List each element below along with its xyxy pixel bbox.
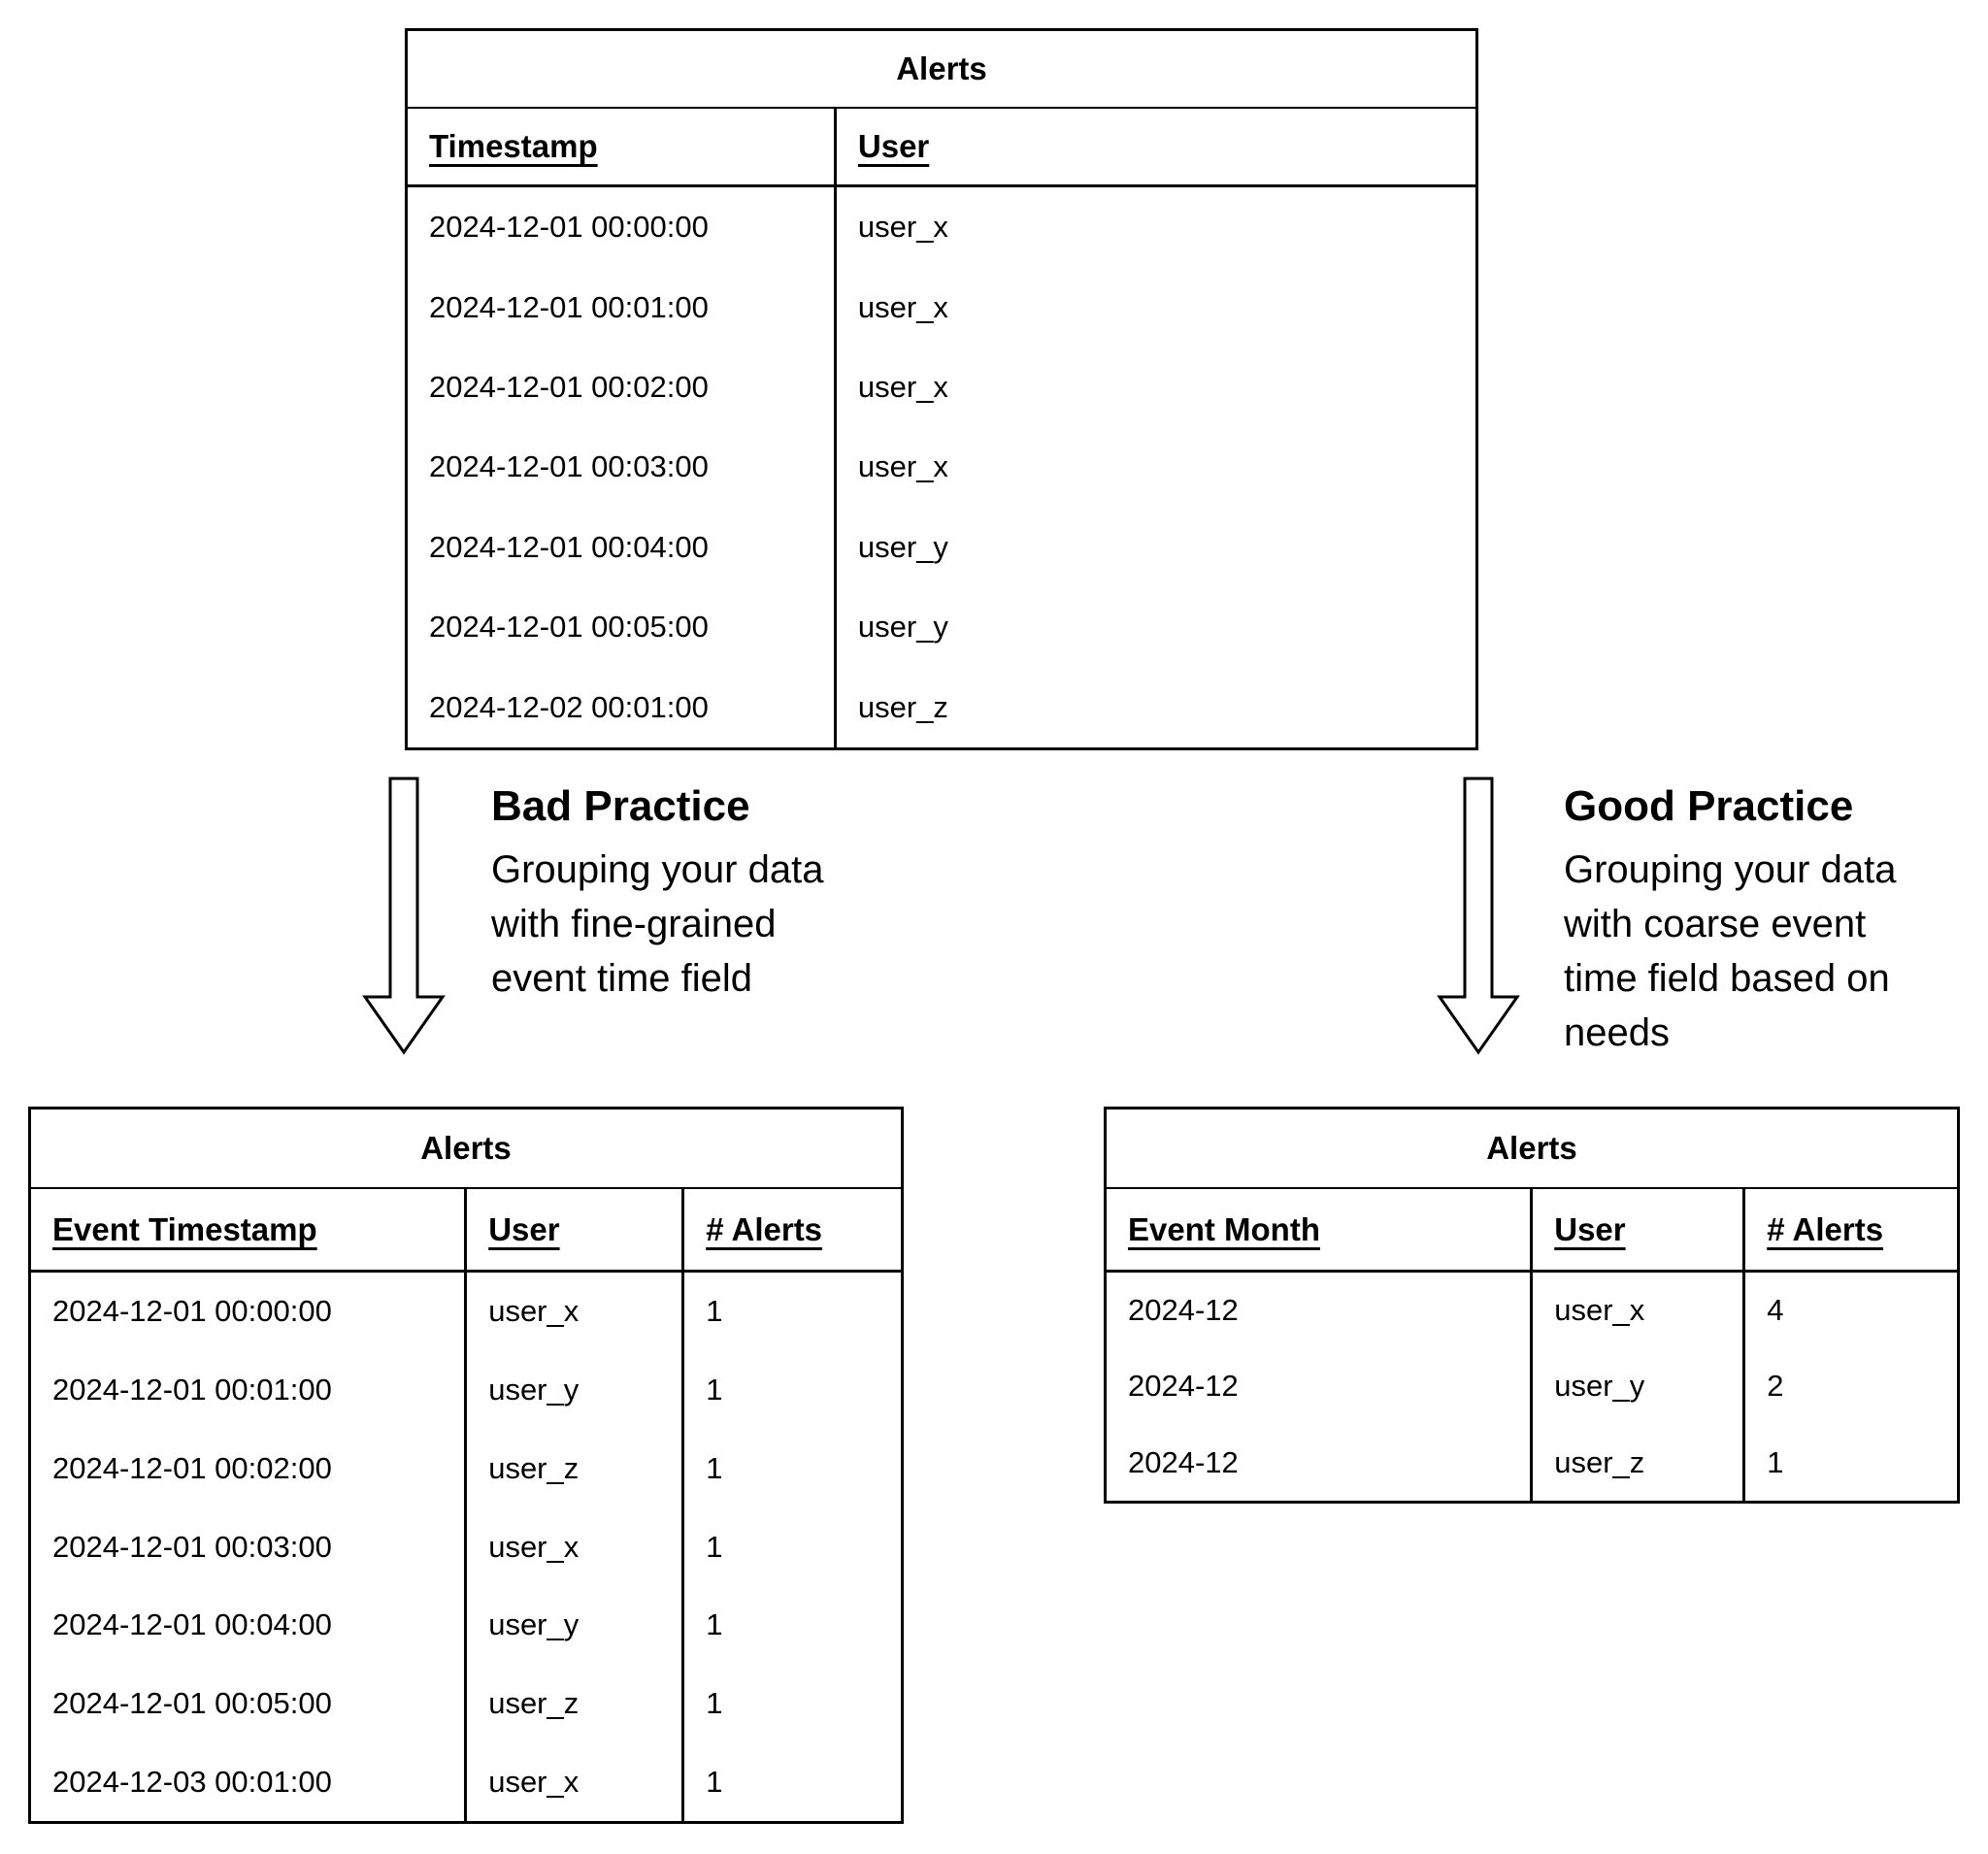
timestamp-cell: 2024-12-01 00:02:00 [429, 370, 709, 405]
good-practice-description-line: needs [1564, 1011, 1670, 1054]
table-row [31, 1351, 901, 1430]
event-month-cell: 2024-12 [1128, 1293, 1239, 1328]
num-alerts-cell: 1 [681, 1507, 901, 1586]
bad-practice-description-line: event time field [491, 957, 753, 1000]
timestamp-cell: 2024-12-01 00:00:00 [429, 210, 709, 245]
table-row [408, 668, 1475, 747]
col-header-event-month: Event Month [1128, 1210, 1320, 1247]
good-practice-heading: Good Practice [1564, 782, 1854, 830]
user-cell: user_x [834, 267, 1475, 347]
table-row [1107, 1348, 1957, 1424]
timestamp-cell: 2024-12-01 00:05:00 [429, 610, 709, 645]
num-alerts-cell: 4 [1742, 1273, 1957, 1348]
col-header-num-alerts: # Alerts [681, 1189, 901, 1270]
good-practice-description-line: with coarse event [1564, 903, 1867, 945]
down-arrow-icon [1430, 775, 1527, 1058]
num-alerts-cell: 1 [681, 1742, 901, 1821]
num-alerts-cell: 1 [681, 1351, 901, 1430]
col-header-num-alerts: # Alerts [1742, 1189, 1957, 1270]
source-header-row [408, 109, 1475, 187]
event-timestamp-cell: 2024-12-01 00:02:00 [52, 1450, 332, 1485]
table-row [408, 427, 1475, 507]
bad-practice-description-line: with fine-grained [491, 903, 777, 945]
user-cell: user_x [1530, 1273, 1742, 1348]
bad-table-title: Alerts [31, 1109, 901, 1189]
table-row [408, 587, 1475, 667]
bad-practice-note [491, 782, 823, 1006]
timestamp-cell: 2024-12-01 00:01:00 [429, 289, 709, 324]
col-header-user: User [464, 1189, 681, 1270]
event-timestamp-cell: 2024-12-01 00:01:00 [52, 1373, 332, 1407]
bad-table-header-row [31, 1189, 901, 1273]
user-cell: user_y [464, 1351, 681, 1430]
num-alerts-cell: 1 [681, 1665, 901, 1743]
user-cell: user_y [834, 508, 1475, 587]
num-alerts-cell: 1 [681, 1429, 901, 1507]
good-practice-alerts-table [1104, 1107, 1960, 1504]
good-practice-description-line: time field based on [1564, 957, 1890, 1000]
user-cell: user_y [834, 587, 1475, 667]
good-table-title: Alerts [1107, 1109, 1957, 1189]
event-timestamp-cell: 2024-12-03 00:01:00 [52, 1764, 332, 1799]
table-row [408, 348, 1475, 427]
good-practice-note [1564, 782, 1896, 1060]
user-cell: user_x [464, 1507, 681, 1586]
user-cell: user_x [464, 1273, 681, 1351]
user-cell: user_y [464, 1586, 681, 1665]
user-cell: user_z [834, 668, 1475, 747]
table-row [31, 1586, 901, 1665]
bad-practice-heading: Bad Practice [491, 782, 750, 830]
user-cell: user_x [834, 187, 1475, 267]
bad-practice-alerts-table [28, 1107, 904, 1824]
user-cell: user_z [464, 1665, 681, 1743]
user-cell: user_y [1530, 1348, 1742, 1424]
source-alerts-table [405, 28, 1478, 750]
num-alerts-cell: 1 [681, 1586, 901, 1665]
table-row [31, 1273, 901, 1351]
col-header-user: User [834, 109, 1475, 184]
table-row [408, 267, 1475, 347]
user-cell: user_z [1530, 1425, 1742, 1501]
down-arrow-icon [355, 775, 452, 1058]
timestamp-cell: 2024-12-02 00:01:00 [429, 689, 709, 724]
col-header-timestamp: Timestamp [429, 128, 598, 164]
user-cell: user_x [464, 1742, 681, 1821]
num-alerts-cell: 1 [681, 1273, 901, 1351]
user-cell: user_x [834, 427, 1475, 507]
timestamp-cell: 2024-12-01 00:04:00 [429, 529, 709, 564]
table-row [1107, 1273, 1957, 1348]
event-timestamp-cell: 2024-12-01 00:04:00 [52, 1607, 332, 1642]
col-header-event-timestamp: Event Timestamp [52, 1210, 317, 1247]
good-table-header-row [1107, 1189, 1957, 1273]
table-row [408, 508, 1475, 587]
table-row [31, 1429, 901, 1507]
table-row [408, 187, 1475, 267]
event-timestamp-cell: 2024-12-01 00:03:00 [52, 1529, 332, 1564]
table-row [31, 1665, 901, 1743]
table-row [31, 1742, 901, 1821]
num-alerts-cell: 2 [1742, 1348, 1957, 1424]
table-row [31, 1507, 901, 1586]
user-cell: user_x [834, 348, 1475, 427]
good-practice-description-line: Grouping your data [1564, 848, 1897, 891]
event-month-cell: 2024-12 [1128, 1369, 1239, 1404]
timestamp-cell: 2024-12-01 00:03:00 [429, 449, 709, 484]
table-row [1107, 1425, 1957, 1501]
user-cell: user_z [464, 1429, 681, 1507]
event-timestamp-cell: 2024-12-01 00:00:00 [52, 1294, 332, 1329]
event-timestamp-cell: 2024-12-01 00:05:00 [52, 1685, 332, 1720]
num-alerts-cell: 1 [1742, 1425, 1957, 1501]
bad-practice-description-line: Grouping your data [491, 848, 824, 891]
event-month-cell: 2024-12 [1128, 1444, 1239, 1479]
col-header-user: User [1530, 1189, 1742, 1270]
source-table-title: Alerts [408, 31, 1475, 109]
